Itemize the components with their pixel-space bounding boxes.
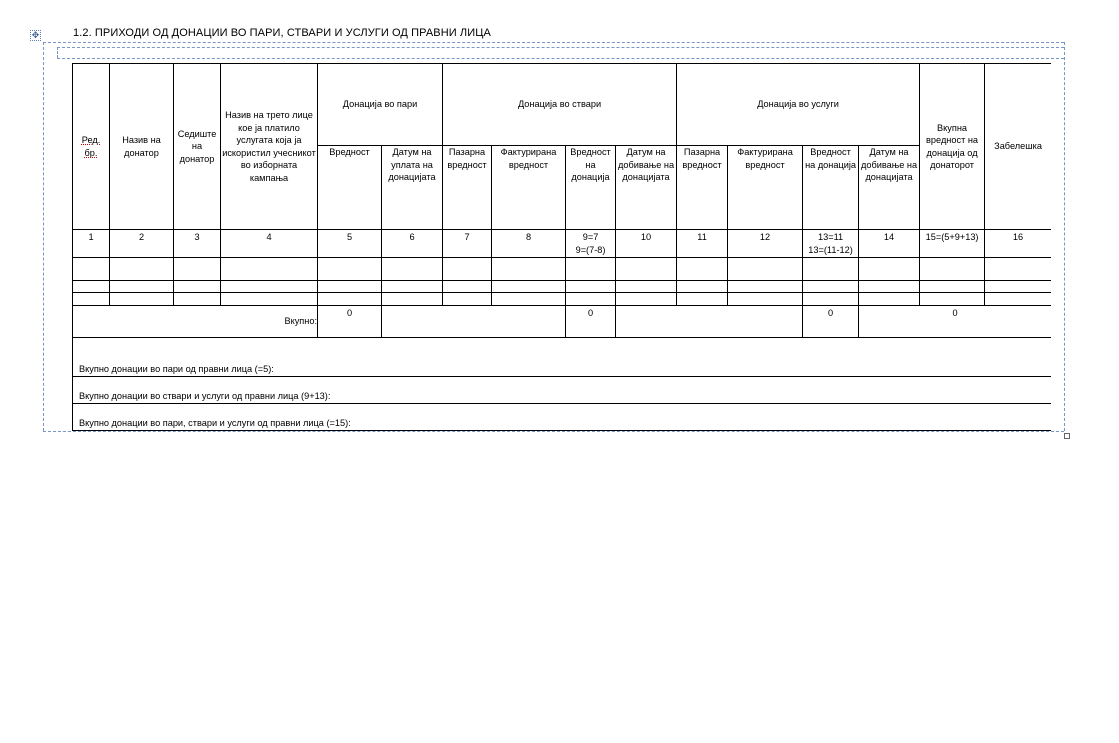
data-cell[interactable] [985, 293, 1051, 306]
column-number[interactable]: 6 [382, 230, 443, 258]
table-boundary-inner-top [57, 47, 1064, 48]
data-cell[interactable] [110, 281, 174, 293]
total-uslugi[interactable]: 0 [803, 306, 859, 338]
column-number[interactable]: 2 [110, 230, 174, 258]
column-number[interactable]: 10 [616, 230, 677, 258]
summary-row [73, 338, 1052, 377]
column-number[interactable]: 15=(5+9+13) [920, 230, 985, 258]
header-treto-lice[interactable]: Назив на трето лице кое ја платило услугата која ја искористил учесникот во изборната кампања [221, 64, 318, 230]
data-cell[interactable] [616, 293, 677, 306]
donations-table [72, 63, 1051, 431]
data-cell[interactable] [492, 281, 566, 293]
data-cell[interactable] [728, 281, 803, 293]
data-cell[interactable] [803, 258, 859, 281]
header-stvari-fakturirana[interactable]: Фактурирана вредност [492, 146, 566, 230]
data-cell[interactable] [382, 293, 443, 306]
total-stvari[interactable]: 0 [566, 306, 616, 338]
header-sediste[interactable]: Седиште на донатор [174, 64, 221, 230]
data-row [73, 281, 1052, 293]
data-cell[interactable] [443, 293, 492, 306]
column-number[interactable]: 8 [492, 230, 566, 258]
data-cell[interactable] [382, 258, 443, 281]
column-number[interactable]: 3 [174, 230, 221, 258]
summary-row [73, 377, 1052, 404]
header-uslugi-fakturirana[interactable]: Фактурирана вредност [728, 146, 803, 230]
total-pari[interactable]: 0 [318, 306, 382, 338]
data-cell[interactable] [677, 258, 728, 281]
table-boundary-top [43, 42, 1064, 43]
table-boundary-inner-bottom [57, 58, 1064, 59]
column-number[interactable]: 9=7 9=(7-8) [566, 230, 616, 258]
header-group-uslugi[interactable]: Донација во услуги [677, 64, 920, 146]
column-number[interactable]: 4 [221, 230, 318, 258]
totals-row [73, 306, 1052, 338]
header-zabeleska[interactable]: Забелешка [985, 64, 1051, 230]
data-cell[interactable] [920, 281, 985, 293]
data-cell[interactable] [73, 258, 110, 281]
data-cell[interactable] [920, 258, 985, 281]
data-cell[interactable] [174, 258, 221, 281]
data-cell[interactable] [985, 281, 1051, 293]
totals-label[interactable]: Вкупно: [73, 306, 318, 338]
header-vkupna[interactable]: Вкупна вредност на донација од донаторот [920, 64, 985, 230]
data-cell[interactable] [318, 258, 382, 281]
data-cell[interactable] [492, 258, 566, 281]
header-pari-datum[interactable]: Датум на уплата на донацијата [382, 146, 443, 230]
data-cell[interactable] [859, 258, 920, 281]
summary-pari[interactable]: Вкупно донации во пари од правни лица (=5): [73, 338, 1052, 377]
data-cell[interactable] [728, 293, 803, 306]
data-cell[interactable] [443, 281, 492, 293]
header-pari-vrednost[interactable]: Вредност [318, 146, 382, 230]
data-cell[interactable] [677, 293, 728, 306]
data-cell[interactable] [221, 281, 318, 293]
data-cell[interactable] [174, 281, 221, 293]
data-cell[interactable] [616, 281, 677, 293]
header-uslugi-vrednost[interactable]: Вредност на донација [803, 146, 859, 230]
data-cell[interactable] [382, 281, 443, 293]
data-cell[interactable] [318, 281, 382, 293]
column-number[interactable]: 12 [728, 230, 803, 258]
column-number-row [73, 230, 1052, 258]
data-cell[interactable] [616, 258, 677, 281]
column-number[interactable]: 5 [318, 230, 382, 258]
column-number[interactable]: 1 [73, 230, 110, 258]
data-cell[interactable] [985, 258, 1051, 281]
data-cell[interactable] [221, 258, 318, 281]
data-row [73, 293, 1052, 306]
data-cell[interactable] [73, 293, 110, 306]
header-group-pari[interactable]: Донација во пари [318, 64, 443, 146]
data-cell[interactable] [728, 258, 803, 281]
data-cell[interactable] [920, 293, 985, 306]
data-cell[interactable] [492, 293, 566, 306]
data-cell[interactable] [566, 293, 616, 306]
donations-table-wrapper [72, 63, 1051, 432]
data-cell[interactable] [803, 281, 859, 293]
data-cell[interactable] [110, 258, 174, 281]
column-number[interactable]: 14 [859, 230, 920, 258]
summary-site[interactable]: Вкупно донации во пари, ствари и услуги од правни лица (=15): [73, 404, 1052, 431]
table-resize-handle[interactable] [1064, 433, 1070, 439]
data-row [73, 258, 1052, 281]
header-red-br[interactable]: Ред. бр. [73, 64, 110, 230]
data-cell[interactable] [443, 258, 492, 281]
data-cell[interactable] [566, 258, 616, 281]
header-uslugi-pazarna[interactable]: Пазарна вредност [677, 146, 728, 230]
column-number[interactable]: 16 [985, 230, 1051, 258]
totals-empty-cell[interactable] [616, 306, 803, 338]
table-move-handle-icon[interactable]: ✥ [31, 30, 40, 40]
data-cell[interactable] [73, 281, 110, 293]
data-cell[interactable] [566, 281, 616, 293]
column-number[interactable]: 11 [677, 230, 728, 258]
totals-empty-cell[interactable] [382, 306, 566, 338]
data-cell[interactable] [677, 281, 728, 293]
data-cell[interactable] [803, 293, 859, 306]
data-cell[interactable] [859, 281, 920, 293]
header-stvari-vrednost[interactable]: Вредност на донација [566, 146, 616, 230]
header-stvari-pazarna[interactable]: Пазарна вредност [443, 146, 492, 230]
column-number[interactable]: 13=11 13=(11-12) [803, 230, 859, 258]
header-group-stvari[interactable]: Донација во ствари [443, 64, 677, 146]
column-number[interactable]: 7 [443, 230, 492, 258]
header-naziv-donator[interactable]: Назив на донатор [110, 64, 174, 230]
data-cell[interactable] [318, 293, 382, 306]
table-boundary-inner-left [57, 47, 58, 58]
summary-row [73, 404, 1052, 431]
section-title: 1.2. ПРИХОДИ ОД ДОНАЦИИ ВО ПАРИ, СТВАРИ И УСЛУГИ ОД ПРАВНИ ЛИЦА [73, 27, 491, 39]
table-boundary-right [1064, 42, 1065, 431]
data-cell[interactable] [110, 293, 174, 306]
data-cell[interactable] [174, 293, 221, 306]
data-cell[interactable] [859, 293, 920, 306]
header-uslugi-datum[interactable]: Датум на добивање на донацијата [859, 146, 920, 230]
header-stvari-datum[interactable]: Датум на добивање на донацијата [616, 146, 677, 230]
table-boundary-left [43, 42, 44, 431]
data-cell[interactable] [221, 293, 318, 306]
summary-stvari-uslugi[interactable]: Вкупно донации во ствари и услуги од правни лица (9+13): [73, 377, 1052, 404]
total-vkupno[interactable]: 0 [859, 306, 1051, 338]
